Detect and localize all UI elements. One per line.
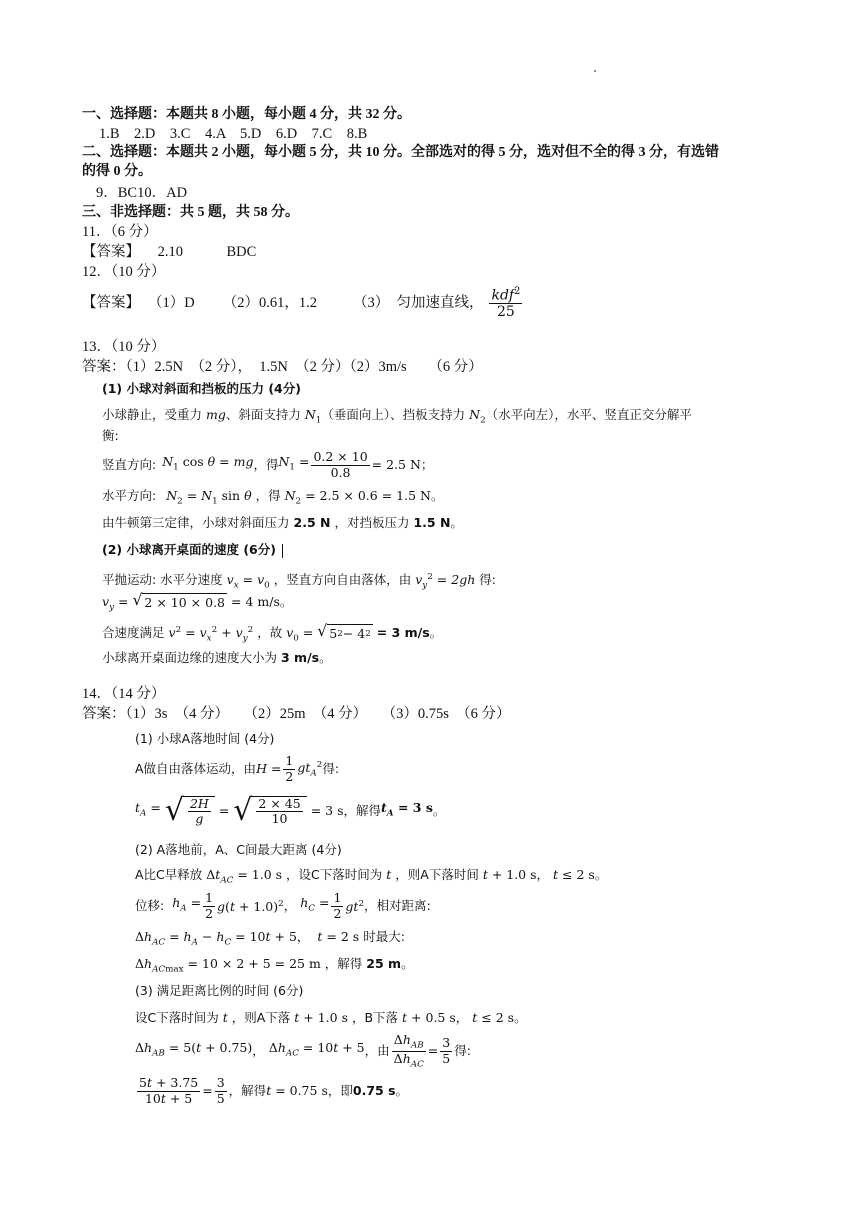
formula: 25 m (366, 956, 402, 971)
text: ，解得 (324, 956, 363, 971)
q11-answer (82, 243, 256, 261)
q14-release: A比C早释放 $\Delta t_{AC} = 1.0$ s ，设C下落时间为 t ，则A下落时间 t + 1.0 s， t ≤ 2 s。 (135, 867, 608, 886)
fraction: $\frac{3}{5}$ (442, 1035, 451, 1066)
q14-answer: 答案：（1）3s （4 分） （2）25m （4 分） （3）0.75s （6 分） (82, 706, 511, 722)
formula: t = 0.75 s (266, 1083, 328, 1098)
text: ，即 (327, 1083, 353, 1098)
q13-answer: 答案：（1）2.5N （2 分）， 1.5N （2 分）（2）3m/s （6 分） (82, 359, 483, 375)
text: 水平方向: (102, 488, 157, 503)
formula: = (202, 1083, 213, 1098)
fraction: $\frac{1}{2}$ (333, 890, 342, 921)
formula: t ≤ 2 s (472, 1010, 515, 1025)
text: 平抛运动: 水平分速度 (102, 572, 223, 588)
q13-conclusion: 小球离开桌面边缘的速度大小为 3 m/s。 (102, 650, 332, 665)
formula: 3 m/s (281, 650, 320, 665)
q12-part-2: （2）0.61，1.2 (222, 295, 317, 311)
sqrt: √ $\frac{2 \times 45}{10}$ (233, 796, 306, 827)
fraction: $\frac{5t + 3.75}{10t + 5}$ (139, 1075, 199, 1106)
q11-answer-text: 2.10 BDC (157, 244, 257, 260)
text: （垂面向上）、挡板支持力 (321, 407, 466, 422)
formula: $N_1$ (304, 407, 322, 426)
text: 设C下落时间为 (135, 1010, 219, 1025)
text: ，则A下落时间 (395, 867, 479, 882)
q13-vertical-eq: 竖直方向: $N_1$ cos θ = mg ，得 $N_1$ = $\frac{0.2 \times 10}{0.8}$ = 2.5 N ； (102, 449, 434, 480)
formula: $N_2 = N_1$ sin θ (166, 488, 252, 507)
q13-text-1 (102, 406, 692, 430)
formula: $v_x = v_0$ (226, 572, 270, 591)
q14-sub1-title: (1) 小球A落地时间 (4分) (135, 731, 275, 746)
text: (2) 小球离开桌面的速度 (6分) (102, 542, 276, 557)
formula: $t_A = 3$ s (381, 800, 433, 819)
formula: $v_0$ = (286, 625, 314, 644)
formula: $v_y$ = (102, 594, 129, 613)
fraction: $\frac{0.2 \times 10}{0.8}$ (313, 449, 368, 480)
answer-label: 【答案】 (82, 295, 140, 311)
section-2-title: 二、选择题：本题共 2 小题，每小题 5 分，共 10 分。全部选对的得 5 分，选对但不全的得 3 分，有选错 (82, 145, 719, 160)
text: 得: (479, 572, 496, 588)
q12-formula: $\frac{kdf^2}{25}$ (491, 285, 521, 321)
q14-relative: $\Delta h_{AC} = h_A - h_C = 10t + 5$， t = 2 s 时最大: (135, 929, 405, 948)
formula: = 3 s (310, 803, 344, 818)
formula: t + 1.0 s (482, 867, 537, 882)
formula: $t_A$ = (135, 800, 161, 819)
text: 合速度满足 (102, 625, 165, 641)
text: A做自由落体运动，由 (135, 761, 257, 776)
q14-ratio: $\Delta h_{AB} = 5(t + 0.75)$ ， $\Delta h_{AC} = 10t + 5$ ，由 $\frac{\Delta h_{AB}}{\Delta h_{AC}}$ = $\frac{3}{5}$ 得: (135, 1031, 471, 1069)
q13-sub1-title: (1) 小球对斜面和挡板的压力 (4分) (102, 381, 301, 396)
text: ，相对距离: (364, 898, 431, 913)
text: ，解得 (343, 803, 382, 818)
text: 小球离开桌面边缘的速度大小为 (102, 650, 278, 665)
q13-text-1-cont: 衡: (102, 428, 119, 443)
formula: $\Delta h_{AB} = 5(t + 0.75)$ (135, 1040, 253, 1059)
q14-displacement: 位移: $h_A$ = $\frac{1}{2}$ $g(t + 1.0)^2$ ， $h_C$ = $\frac{1}{2}$ $gt^2$ ，相对距离: (135, 890, 431, 921)
formula: $\Delta h_{AC} = h_A - h_C = 10t + 5$ (135, 929, 297, 948)
formula: t ≤ 2 s (553, 867, 595, 882)
section-2-answers: 9．BC10．AD (96, 185, 188, 201)
q14-heading: 14．（14 分） (82, 686, 166, 702)
text: A比C早释放 (135, 867, 203, 882)
q14-setup: 设C下落时间为 t ，则A下落 t + 1.0 s ，B下落 t + 0.5 s， t ≤ 2 s。 (135, 1010, 527, 1025)
text: ，B下落 (351, 1010, 399, 1025)
q12-answer (82, 283, 524, 323)
formula: = (427, 1043, 439, 1058)
text: 竖直方向: (102, 457, 157, 472)
fraction: $\frac{1}{2}$ (205, 890, 214, 921)
q14-sub2-title: (2) A落地前，A、C间最大距离 (4分) (135, 842, 342, 857)
formula: $N_1$ cos θ = mg (162, 454, 254, 473)
q13-heading: 13．（10 分） (82, 339, 166, 355)
formula: $N_2 = 2.5 \times 0.6 = 1.5$ N (284, 488, 431, 507)
formula: 2.5 N (293, 515, 331, 530)
sqrt: √ $\frac{2H}{g}$ (165, 796, 215, 827)
formula: t + 1.0 s (294, 1010, 348, 1025)
formula: = 3 m/s (376, 625, 430, 641)
q13-vy: $v_y$ = √ 2 × 10 × 0.8 = 4 m/s。 (102, 591, 293, 613)
formula: t + 0.5 s (402, 1010, 456, 1025)
formula: $gt_A^2$ (297, 759, 323, 779)
formula: = 2.5 N (371, 457, 421, 472)
formula: $g(t + 1.0)^2$ (217, 899, 284, 915)
text: 得: (454, 1043, 471, 1058)
fraction: $\frac{1}{2}$ (285, 753, 294, 784)
q14-tA: $t_A$ = √ $\frac{2H}{g}$ = √ $\frac{2 \times 45}{10}$ = 3 s ，解得 $t_A = 3$ s 。 (135, 792, 446, 828)
q13-horizontal-eq: 水平方向: $N_2 = N_1$ sin θ ，得 $N_2 = 2.5 \times 0.6 = 1.5$ N。 (102, 488, 444, 507)
text: ，得 (253, 457, 279, 472)
formula: 0.75 s (352, 1083, 396, 1098)
formula: $N_1$ = (278, 454, 310, 473)
q14-max: $\Delta h_{ACmax} = 10 \times 2 + 5 = 25$ m ，解得 25 m。 (135, 956, 414, 975)
formula: $v_y^2 = 2gh$ (415, 572, 476, 591)
section-2-title-cont: 的得 0 分。 (82, 164, 152, 179)
q13-third-law: 由牛顿第三定律，小球对斜面压力 2.5 N ，对挡板压力 1.5 N。 (102, 515, 463, 530)
text: （水平向左），水平、竖直正交分解平 (485, 407, 692, 422)
q13-projectile (102, 568, 496, 595)
formula: $\Delta h_{ACmax} = 10 \times 2 + 5 = 25$ m (135, 956, 321, 975)
sqrt: √ 2 × 10 × 0.8 (132, 591, 226, 610)
formula: t = 2 s (317, 929, 360, 944)
formula: $\Delta t_{AC} = 1.0$ s (206, 867, 283, 886)
formula: = (218, 803, 230, 818)
answer-label: 【答案】 (82, 244, 140, 260)
q12-part-1: （1）D (148, 295, 195, 311)
text: 、斜面支持力 (225, 407, 301, 422)
q13-v0: 合速度满足 $v^2 = v_x^2 + v_y^2$ ，故 $v_0$ = √ 5 2 − 4 2 = 3 m/s。 (102, 622, 443, 644)
section-3-title: 三、非选择题：共 5 题，共 58 分。 (82, 205, 299, 220)
formula: $h_A$ = (172, 895, 202, 914)
formula: $v^2 = v_x^2 + v_y^2$ (168, 625, 254, 644)
fraction: $\frac{\Delta h_{AB}}{\Delta h_{AC}}$ (393, 1031, 424, 1069)
text: 时最大: (363, 929, 405, 944)
text: ，则A下落 (231, 1010, 291, 1025)
text: 得: (322, 761, 340, 776)
text: ，得 (255, 488, 281, 503)
formula: t (222, 1010, 228, 1025)
formula: = 4 m/s (231, 594, 280, 609)
sqrt: √ 5 2 − 4 2 (317, 622, 371, 642)
q12-heading: 12．（10 分） (82, 264, 166, 280)
q13-sub2-title (102, 541, 283, 559)
formula: t (386, 867, 392, 882)
formula: $h_C$ = (300, 895, 330, 914)
formula: mg (206, 407, 226, 422)
q14-sub3-title: (3) 满足距离比例的时间 (6分) (135, 983, 304, 998)
text: ，对挡板压力 (334, 515, 410, 530)
formula: $N_2$ (469, 407, 486, 426)
q14-free-fall (135, 752, 339, 786)
q11-heading: 11．（6 分） (82, 224, 158, 240)
text: 位移: (135, 898, 165, 913)
q14-solution: $\frac{5t + 3.75}{10t + 5}$ = $\frac{3}{5}$ ，解得 t = 0.75 s ，即 0.75 s 。 (139, 1075, 409, 1106)
section-1-title: 一、选择题：本题共 8 小题，每小题 4 分，共 32 分。 (82, 107, 411, 122)
text: 小球静止，受重力 (102, 407, 203, 422)
scan-dot (594, 70, 596, 72)
text: ，设C下落时间为 (286, 867, 383, 882)
q12-part-3: （3） 匀加速直线， (352, 295, 484, 311)
text: 由牛顿第三定律，小球对斜面压力 (102, 515, 290, 530)
text: ，解得 (228, 1083, 267, 1098)
formula: 1.5 N (413, 515, 451, 530)
formula: H = (256, 761, 282, 776)
section-1-answers: 1.B 2.D 3.C 4.A 5.D 6.D 7.C 8.B (99, 126, 368, 142)
fraction: $\frac{3}{5}$ (216, 1075, 225, 1106)
formula: $\Delta h_{AC} = 10t + 5$ (268, 1040, 365, 1059)
text-cursor (282, 544, 283, 558)
text: ，故 (257, 625, 283, 641)
text: ，竖直方向自由落体，由 (273, 572, 412, 588)
formula: $gt^2$ (345, 899, 365, 915)
